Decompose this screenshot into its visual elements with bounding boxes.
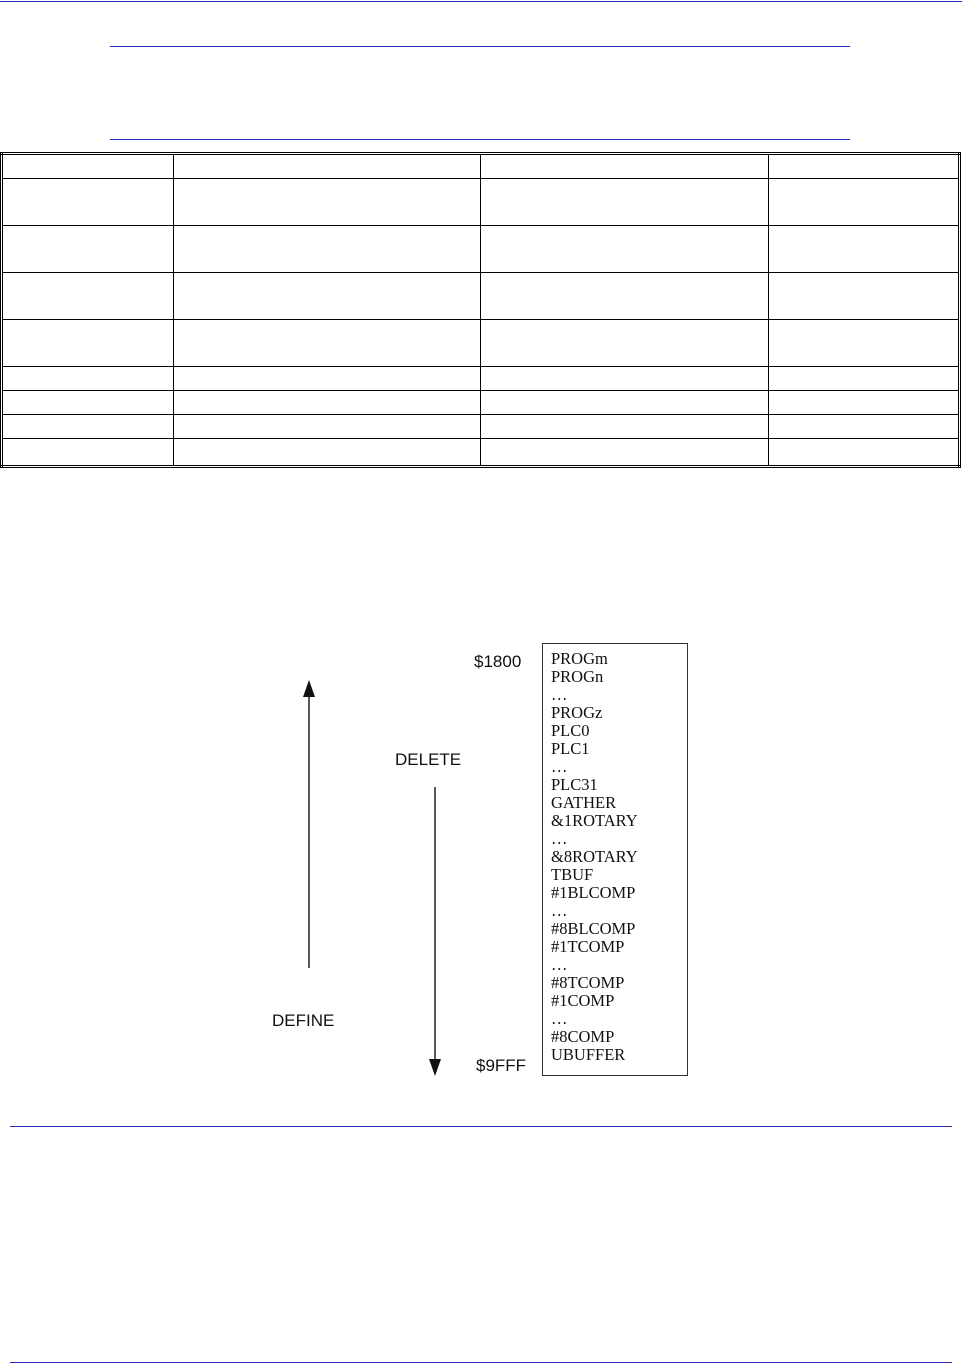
list-item: PLC0: [551, 721, 590, 740]
list-item: UBUFFER: [551, 1045, 626, 1064]
list-item: PLC31: [551, 775, 598, 794]
list-item: PROGz: [551, 703, 603, 722]
list-item: GATHER: [551, 793, 617, 812]
end-address-label: $9FFF: [476, 1056, 527, 1075]
start-address-label: $1800: [474, 652, 522, 671]
delete-label: DELETE: [395, 750, 462, 769]
list-item: #1TCOMP: [551, 937, 625, 956]
list-item: #1COMP: [551, 991, 615, 1010]
list-item: …: [551, 901, 568, 920]
list-item: …: [551, 955, 568, 974]
list-item: &1ROTARY: [551, 811, 638, 830]
list-item: #1BLCOMP: [551, 883, 636, 902]
list-item: …: [551, 757, 568, 776]
define-label: DEFINE: [272, 1011, 335, 1030]
delete-arrow-head: [429, 1059, 441, 1076]
list-item: #8COMP: [551, 1027, 615, 1046]
list-item: #8BLCOMP: [551, 919, 636, 938]
list-item: …: [551, 685, 568, 704]
list-item: PROGn: [551, 667, 604, 686]
list-item: PROGm: [551, 649, 608, 668]
list-item: &8ROTARY: [551, 847, 638, 866]
define-arrow-head: [303, 680, 315, 697]
list-item: PLC1: [551, 739, 590, 758]
list-item: …: [551, 1009, 568, 1028]
list-item: …: [551, 829, 568, 848]
list-item: #8TCOMP: [551, 973, 625, 992]
list-item: TBUF: [551, 865, 594, 884]
memory-map-list: [551, 650, 638, 1064]
